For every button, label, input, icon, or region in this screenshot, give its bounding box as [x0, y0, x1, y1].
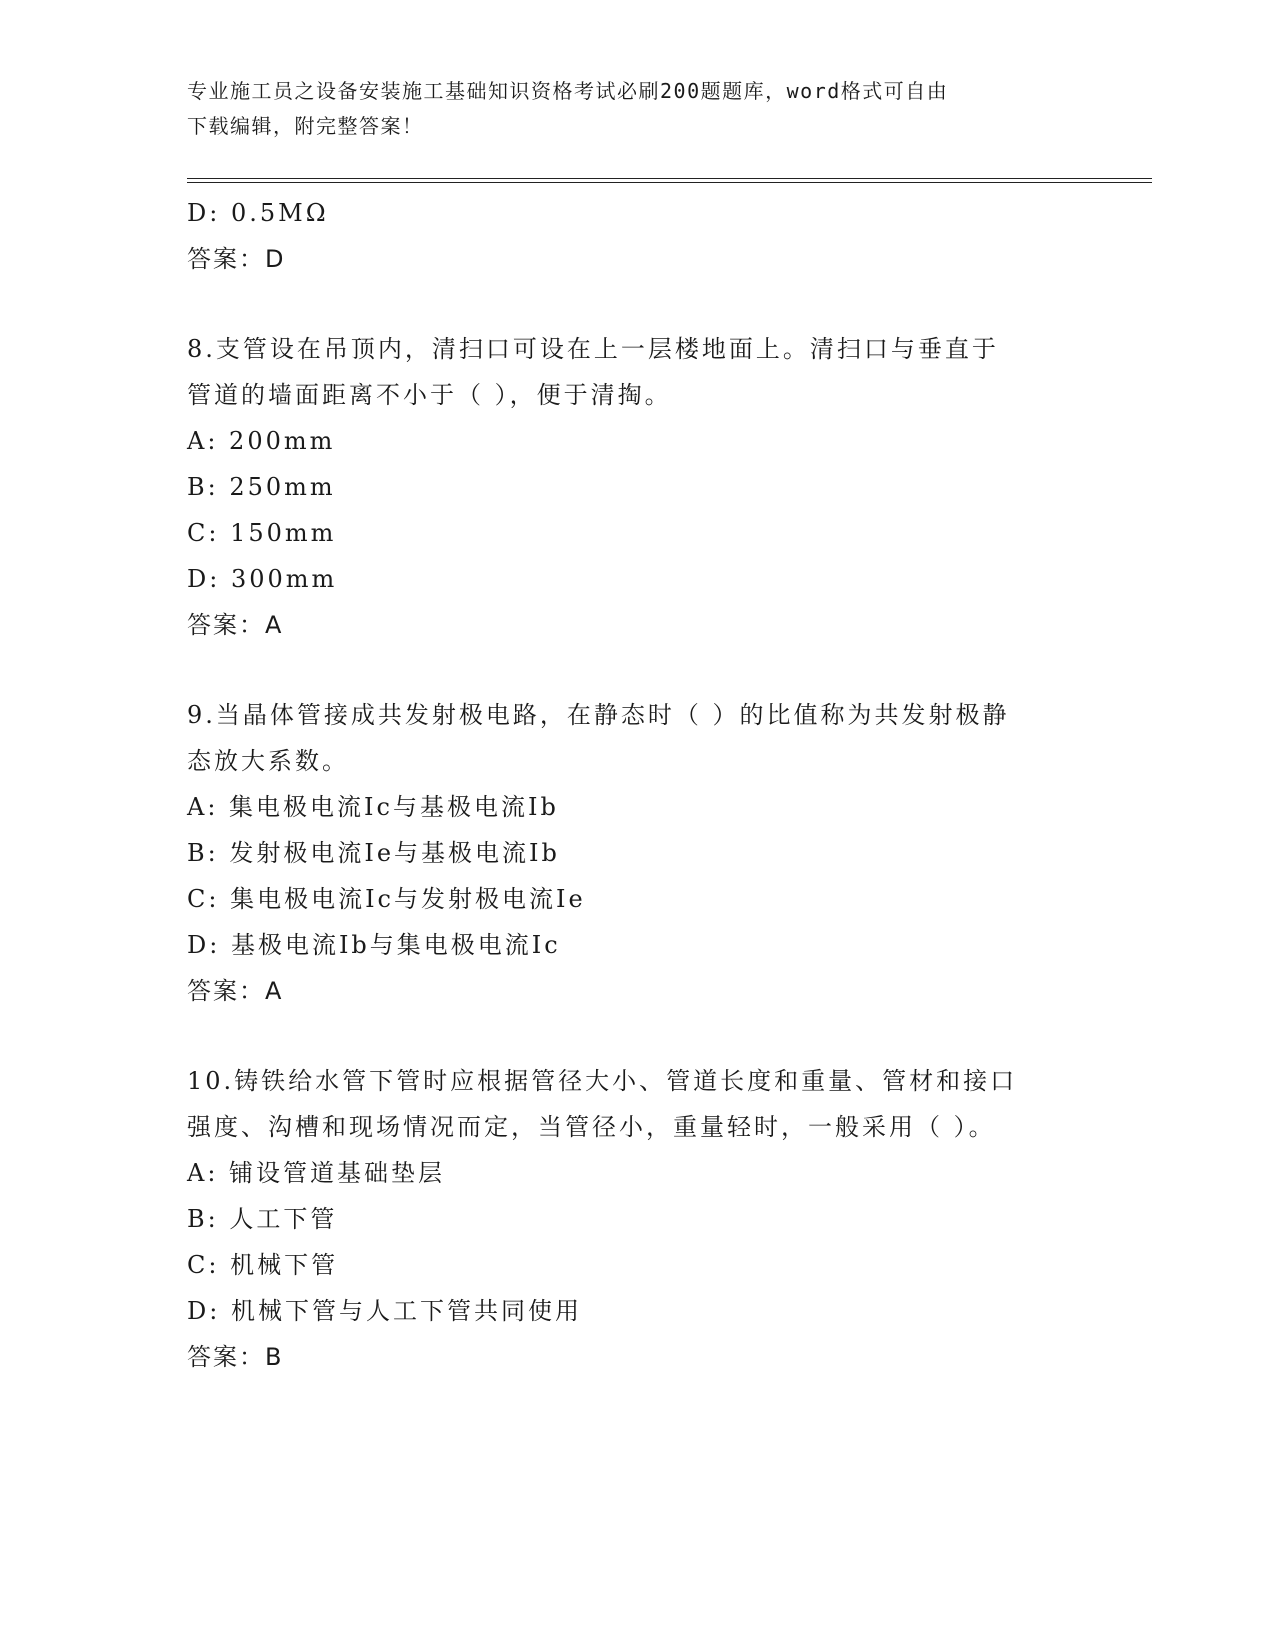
- option-d: D: 基极电流Ib与集电极电流Ic: [187, 931, 561, 959]
- header-divider-top: [187, 178, 1152, 179]
- option-d: D: 0.5MΩ: [187, 199, 329, 227]
- header-line-2: 下载编辑，附完整答案！: [187, 114, 424, 138]
- stem-line: 10.铸铁给水管下管时应根据管径大小、管道长度和重量、管材和接口: [187, 1067, 1018, 1095]
- document-header: [187, 74, 1087, 144]
- option-c: C: 机械下管: [187, 1251, 339, 1279]
- question-9: [187, 692, 1087, 1014]
- document-body: [187, 190, 1087, 1380]
- answer-line: 答案：A: [187, 977, 284, 1005]
- header-divider-bottom: [187, 182, 1152, 183]
- question-stem: [187, 1058, 1087, 1150]
- stem-line: 态放大系数。: [187, 747, 349, 775]
- option-c: C: 150mm: [187, 519, 337, 547]
- stem-line: 8.支管设在吊顶内，清扫口可设在上一层楼地面上。清扫口与垂直于: [187, 335, 999, 363]
- answer-line: 答案：B: [187, 1343, 284, 1371]
- option-a: A: 集电极电流Ic与基极电流Ib: [187, 793, 559, 821]
- header-line-1: 专业施工员之设备安装施工基础知识资格考试必刷200题题库，word格式可自由: [187, 79, 949, 103]
- option-c: C: 集电极电流Ic与发射极电流Ie: [187, 885, 586, 913]
- option-a: A: 200mm: [187, 427, 336, 455]
- option-d: D: 300mm: [187, 565, 338, 593]
- option-d: D: 机械下管与人工下管共同使用: [187, 1297, 582, 1325]
- option-b: B: 发射极电流Ie与基极电流Ib: [187, 839, 560, 867]
- question-8: [187, 326, 1087, 648]
- answer-line: 答案：D: [187, 245, 286, 273]
- question-10: [187, 1058, 1087, 1380]
- stem-line: 强度、沟槽和现场情况而定，当管径小，重量轻时，一般采用（ ）。: [187, 1113, 996, 1141]
- option-a: A: 铺设管道基础垫层: [187, 1159, 446, 1187]
- stem-line: 管道的墙面距离不小于（ ），便于清掏。: [187, 381, 672, 409]
- option-b: B: 人工下管: [187, 1205, 338, 1233]
- option-b: B: 250mm: [187, 473, 336, 501]
- previous-question-tail: [187, 190, 1087, 282]
- question-stem: [187, 326, 1087, 418]
- question-stem: [187, 692, 1087, 784]
- stem-line: 9.当晶体管接成共发射极电路，在静态时（ ）的比值称为共发射极静: [187, 701, 1010, 729]
- answer-line: 答案：A: [187, 611, 284, 639]
